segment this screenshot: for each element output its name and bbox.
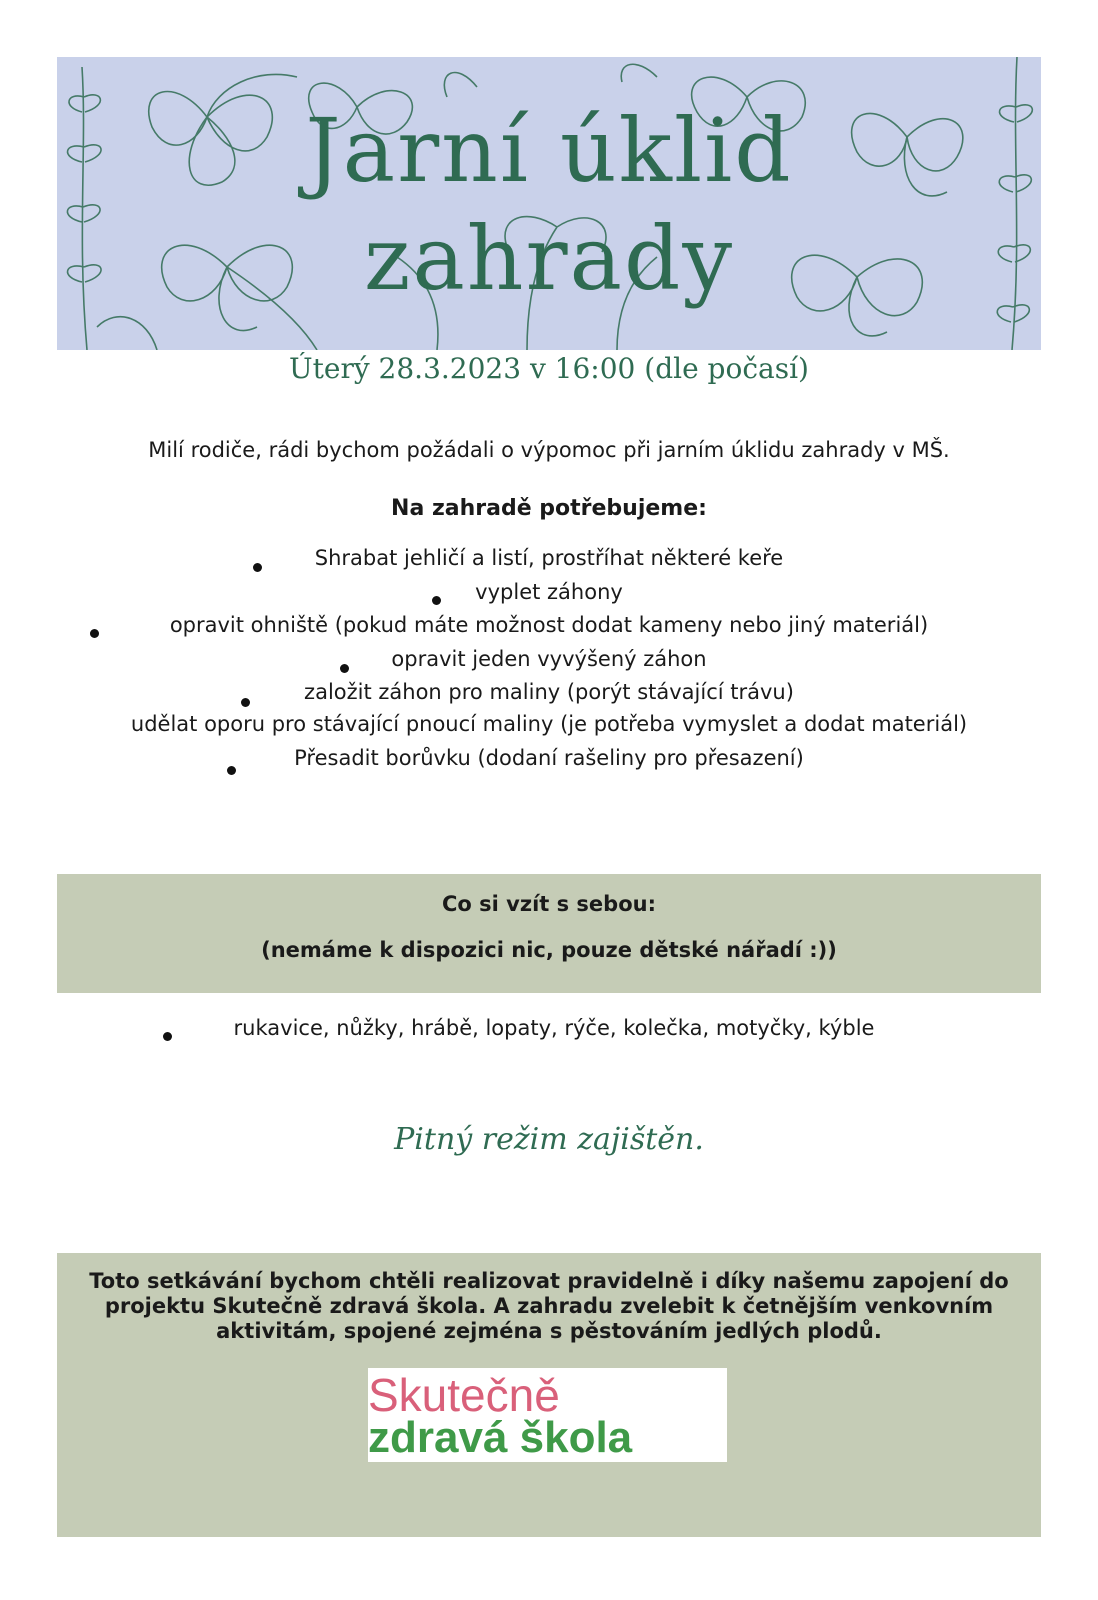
logo-line-2: zdravá škola — [368, 1413, 633, 1462]
task-item: vyplet záhony — [475, 580, 623, 604]
title-line-1: Jarní úklid — [305, 99, 793, 202]
intro-text: Milí rodiče, rádi bychom požádali o výpomoc při jarním úklidu zahrady v MŠ. — [148, 438, 950, 462]
task-item: udělat oporu pro stávající pnoucí maliny (je potřeba vymyslet a dodat materiál) — [130, 712, 968, 736]
tasks-heading: Na zahradě potřebujeme: — [391, 496, 707, 521]
closing-text: Toto setkávání bychom chtěli realizovat pravidelně i díky našemu zapojení do projektu Skutečně zdravá škola. A zahradu zvelebit k četnějším venkovním aktivitám, spojené zejména s pěstováním jedlých plodů. — [89, 1269, 1009, 1343]
task-item: opravit jeden vyvýšený záhon — [391, 647, 707, 671]
header-banner — [57, 57, 1041, 350]
task-item: opravit ohniště (pokud máte možnost dodat kameny nebo jiný materiál) — [169, 613, 929, 637]
task-item: Přesadit borůvku (dodaní rašeliny pro přesazení) — [294, 746, 804, 770]
title-line-2: zahrady — [363, 207, 735, 310]
closing-box — [57, 1253, 1041, 1537]
task-item: Shrabat jehličí a listí, prostříhat některé keře — [314, 546, 784, 570]
bring-box — [57, 874, 1041, 993]
logo-line-1: Skutečně — [368, 1369, 560, 1421]
bring-heading: Co si vzít s sebou: — [442, 892, 656, 916]
skutecne-zdrava-skola-logo — [368, 1368, 727, 1462]
event-date: Úterý 28.3.2023 v 16:00 (dle počasí) — [289, 352, 809, 385]
task-item: založit záhon pro maliny (porýt stávající trávu) — [304, 680, 794, 704]
bring-subheading: (nemáme k dispozici nic, pouze dětské nářadí :)) — [261, 938, 837, 962]
drinks-note: Pitný režim zajištěn. — [394, 1122, 704, 1157]
tools-list: rukavice, nůžky, hrábě, lopaty, rýče, kolečka, motyčky, kýble — [233, 1016, 875, 1040]
